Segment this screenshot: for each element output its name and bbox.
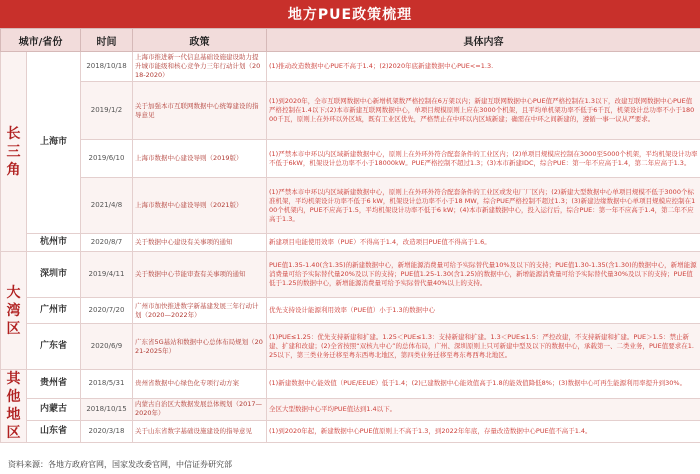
date-cell: 2019/1/2: [81, 82, 133, 140]
policy-cell: 上海市推进新一代信息基础设施建设助力提升城市能级和核心竞争力三年行动计划（2018-2020）: [133, 52, 267, 82]
pue-policy-table: [0, 28, 700, 443]
policy-cell: 关于加强本市互联网数据中心统筹建设的指导意见: [133, 82, 267, 140]
date-cell: 2020/6/9: [81, 324, 133, 370]
content-cell: 新建项目电能使用效率（PUE）不得高于1.4，改造项目PUE值不得高于1.6。: [267, 234, 700, 252]
header-date: 时间: [81, 29, 133, 52]
header-city: 城市/省份: [1, 29, 81, 52]
date-cell: 2018/10/15: [81, 398, 133, 420]
region-yangtze-delta: 长三角: [1, 52, 27, 252]
policy-cell: 关于山东省数字基础设施建设的指导意见: [133, 420, 267, 442]
content-cell: 全区大型数据中心平均PUE值达到1.4以下。: [267, 398, 700, 420]
policy-cell: 上海市数据中心建设导则（2019版）: [133, 140, 267, 178]
policy-cell: 广州市加快推进数字新基建发展三年行动计划（2020—2022年）: [133, 298, 267, 324]
region-other: 其他地区: [1, 370, 27, 443]
city-cell: 山东省: [27, 420, 81, 442]
date-cell: 2019/4/11: [81, 252, 133, 298]
date-cell: 2020/7/20: [81, 298, 133, 324]
content-cell: (1)推动改造数据中心PUE不高于1.4；(2)2020年底新建数据中心PUE<=1.3.: [267, 52, 700, 82]
policy-cell: 广东省5G基站和数据中心总体布局规划（2021-2025年）: [133, 324, 267, 370]
city-cell: 上海市: [27, 52, 81, 234]
content-cell: (1)严禁本市中环以内区域新建数据中心，原则上在外环外符合配套条件的工业区或发电厂厂区内；(2)新建大型数据中心单项目规模不低于3000个标准机架，平均机架设计功率不低于6 kW，机架设计总功率不小于18 MW，综合PUE严格控制不超过1.3；(3)新建边缘数据中心单项目规模应控制在100个机架内，PUE不应高于1.5，平均机架设计功率不低于6 kW；(4)本市新建数据中心，投入运行后，综合PUE：第一年不应高于1.4，第二年不应高于1.3。: [267, 178, 700, 234]
city-cell: 内蒙古: [27, 398, 81, 420]
date-cell: 2018/5/31: [81, 370, 133, 398]
header-content: 具体内容: [267, 29, 700, 52]
policy-cell: 上海市数据中心建设导则（2021版）: [133, 178, 267, 234]
content-cell: (1)新建数据中心能效值（PUE/EEUE）低于1.4；(2)已建数据中心能效值高于1.8的能效值降低8%；(3)数据中心可再生能源利用率提升到30%。: [267, 370, 700, 398]
city-cell: 广东省: [27, 324, 81, 370]
date-cell: 2021/4/8: [81, 178, 133, 234]
city-cell: 广州市: [27, 298, 81, 324]
policy-cell: 贵州省数据中心绿色化专项行动方案: [133, 370, 267, 398]
city-cell: 杭州市: [27, 234, 81, 252]
content-cell: (1)PUE≤1.25：优先支持新建和扩建。1.25＜PUE≤1.3：支持新建和扩建。1.3＜PUE≤1.5：严控改建，不支持新建和扩建。PUE＞1.5：禁止新建、扩建和改建；(2)全省按照“双核九中心”的总体布局，广州、深圳原则上只可新建中型及以下的数据中心，承载第一、二类业务，PUE值要求在1.25以下，第三类业务迁移至粤东西粤北地区，第四类业务迁移至粤东粤西粤北地区。: [267, 324, 700, 370]
content-cell: (1)到2020年，全市互联网数据中心新增机架数严格控制在6万架以内；新建互联网数据中心PUE值严格控制在1.3以下，改建互联网数据中心PUE值严格控制在1.4以下;(2)本市新建互联网数据中心，单项目规模原则上应在3000个机架，且平均单机架功率不低于6千瓦，机架设计总功率不小于18000千瓦，原则上在外环以外区域，既有工业区优先，严格禁止在中环以内区域新建；确需在中环之间新建的，遵循一事一议从严要求。: [267, 82, 700, 140]
policy-cell: 关于数据中心建设有关事项的通知: [133, 234, 267, 252]
date-cell: 2019/6/10: [81, 140, 133, 178]
header-policy: 政策: [133, 29, 267, 52]
policy-cell: 关于数据中心节能审查有关事项的通知: [133, 252, 267, 298]
source-footnote: 资料来源：各地方政府官网，国家发改委官网，中信证券研究部: [8, 460, 232, 469]
city-cell: 深圳市: [27, 252, 81, 298]
content-cell: (1)到2020年起，新建数据中心PUE值原则上不高于1.3，到2022年年底，存量改造数据中心PUE值不高于1.4。: [267, 420, 700, 442]
content-cell: 优先支持设计能源利用效率（PUE值）小于1.3的数据中心: [267, 298, 700, 324]
content-cell: (1)严禁本市中环以内区域新建数据中心，原则上在外环外符合配套条件的工业区内；(2)单项目规模应控制在3000至5000个机架，平均机架设计功率不低于6kW，机架设计总功率不小于18000kW。PUE严格控制不超过1.3；(3)本市新建IDC，综合PUE：第一年不应高于1.4，第二年应高于1.3。: [267, 140, 700, 178]
region-greater-bay-area: 大湾区: [1, 252, 27, 370]
content-cell: PUE值1.35-1.40(含1.35)的新建数据中心，新增能源消费量可给予实际替代量10%及以下的支持；PUE值1.30-1.35(含1.30)的数据中心，新增能源消费量可给予实际替代量20%及以下的支持；PUE值1.25-1.30(含1.25)的数据中心，新增能源消费量可给予实际替代量30%及以下的支持；PUE值低于1.25的数据中心，新增能源消费量可给予实际替代量40%以上的支持。: [267, 252, 700, 298]
date-cell: 2020/8/7: [81, 234, 133, 252]
table-title: 地方PUE政策梳理: [0, 0, 700, 28]
policy-cell: 内蒙古自治区大数据发展总体规划（2017—2020年）: [133, 398, 267, 420]
date-cell: 2018/10/18: [81, 52, 133, 82]
date-cell: 2020/3/18: [81, 420, 133, 442]
city-cell: 贵州省: [27, 370, 81, 398]
